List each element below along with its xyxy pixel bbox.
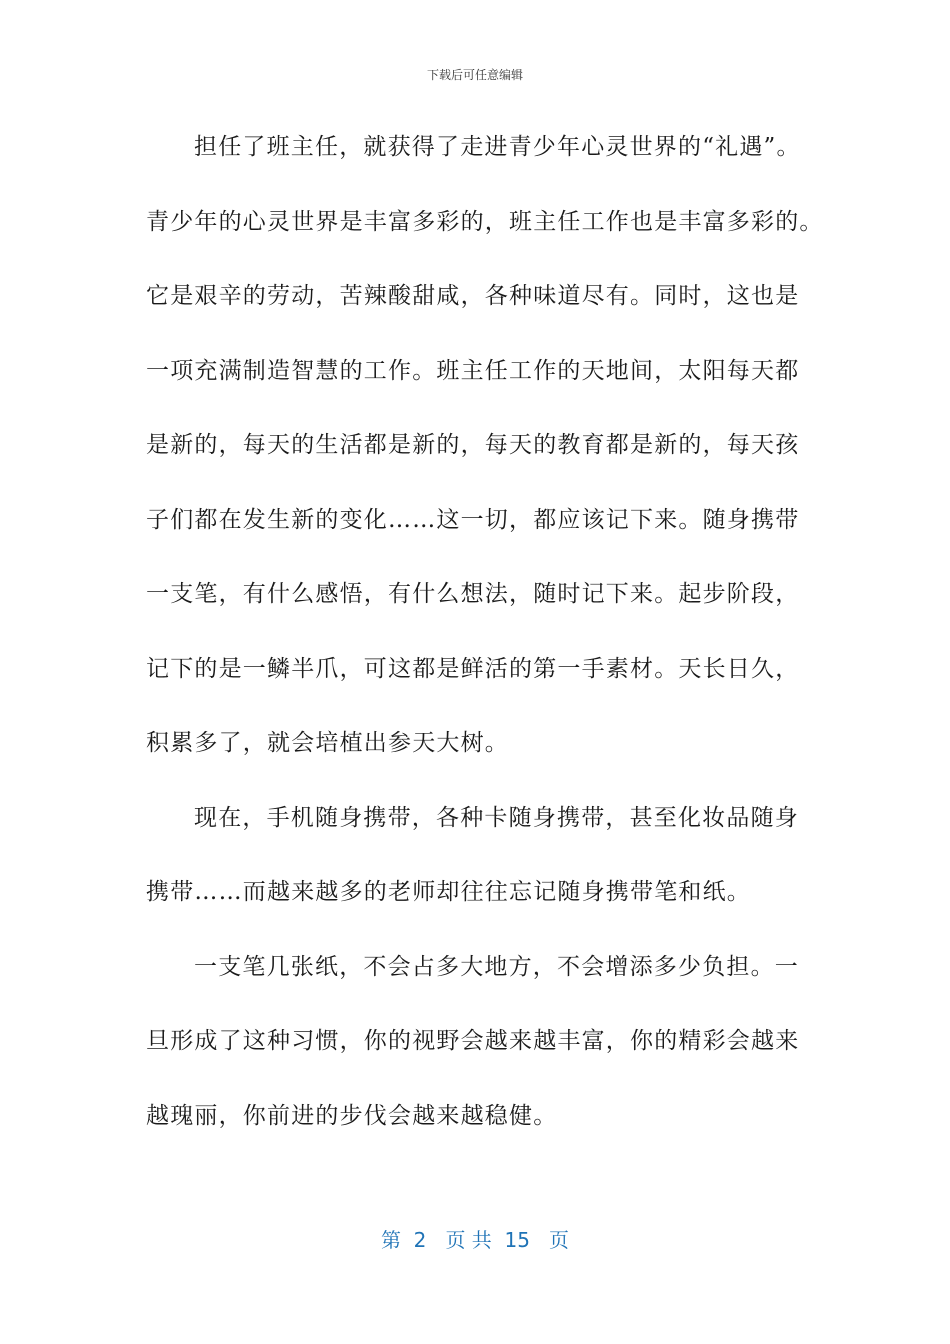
text-line: 一项充满制造智慧的工作。班主任工作的天地间，太阳每天都 [146, 357, 800, 384]
page-number-footer: 第 2 页 共 15 页 [380, 1228, 570, 1252]
text-line: 积累多了，就会培植出参天大树。 [146, 730, 509, 756]
text-line: 越瑰丽，你前进的步伐会越来越稳健。 [146, 1102, 558, 1129]
text-line: 是新的，每天的生活都是新的，每天的教育都是新的，每天孩 [146, 432, 800, 458]
text-line: 记下的是一鳞半爪，可这都是鲜活的第一手素材。天长日久， [146, 655, 800, 682]
document-body [146, 110, 824, 1153]
text-line: 携带……而越来越多的老师却往往忘记随身携带笔和纸。 [146, 879, 751, 905]
text-line: 一支笔，有什么感悟，有什么想法，随时记下来。起步阶段， [146, 581, 800, 607]
text-line: 它是艰辛的劳动，苦辣酸甜咸，各种味道尽有。同时，这也是 [146, 283, 800, 309]
text-line: 子们都在发生新的变化……这一切，都应该记下来。随身携带 [146, 506, 800, 533]
text-line: 担任了班主任，就获得了走进青少年心灵世界的“礼遇”。 [194, 134, 801, 160]
text-line: 青少年的心灵世界是丰富多彩的，班主任工作也是丰富多彩的。 [146, 208, 824, 235]
text-line: 一支笔几张纸，不会占多大地方，不会增添多少负担。一 [194, 953, 799, 980]
text-line: 现在，手机随身携带，各种卡随身携带，甚至化妆品随身 [194, 804, 799, 831]
page-header: 下载后可任意编辑 [426, 68, 523, 82]
text-line: 旦形成了这种习惯，你的视野会越来越丰富，你的精彩会越来 [146, 1028, 800, 1054]
